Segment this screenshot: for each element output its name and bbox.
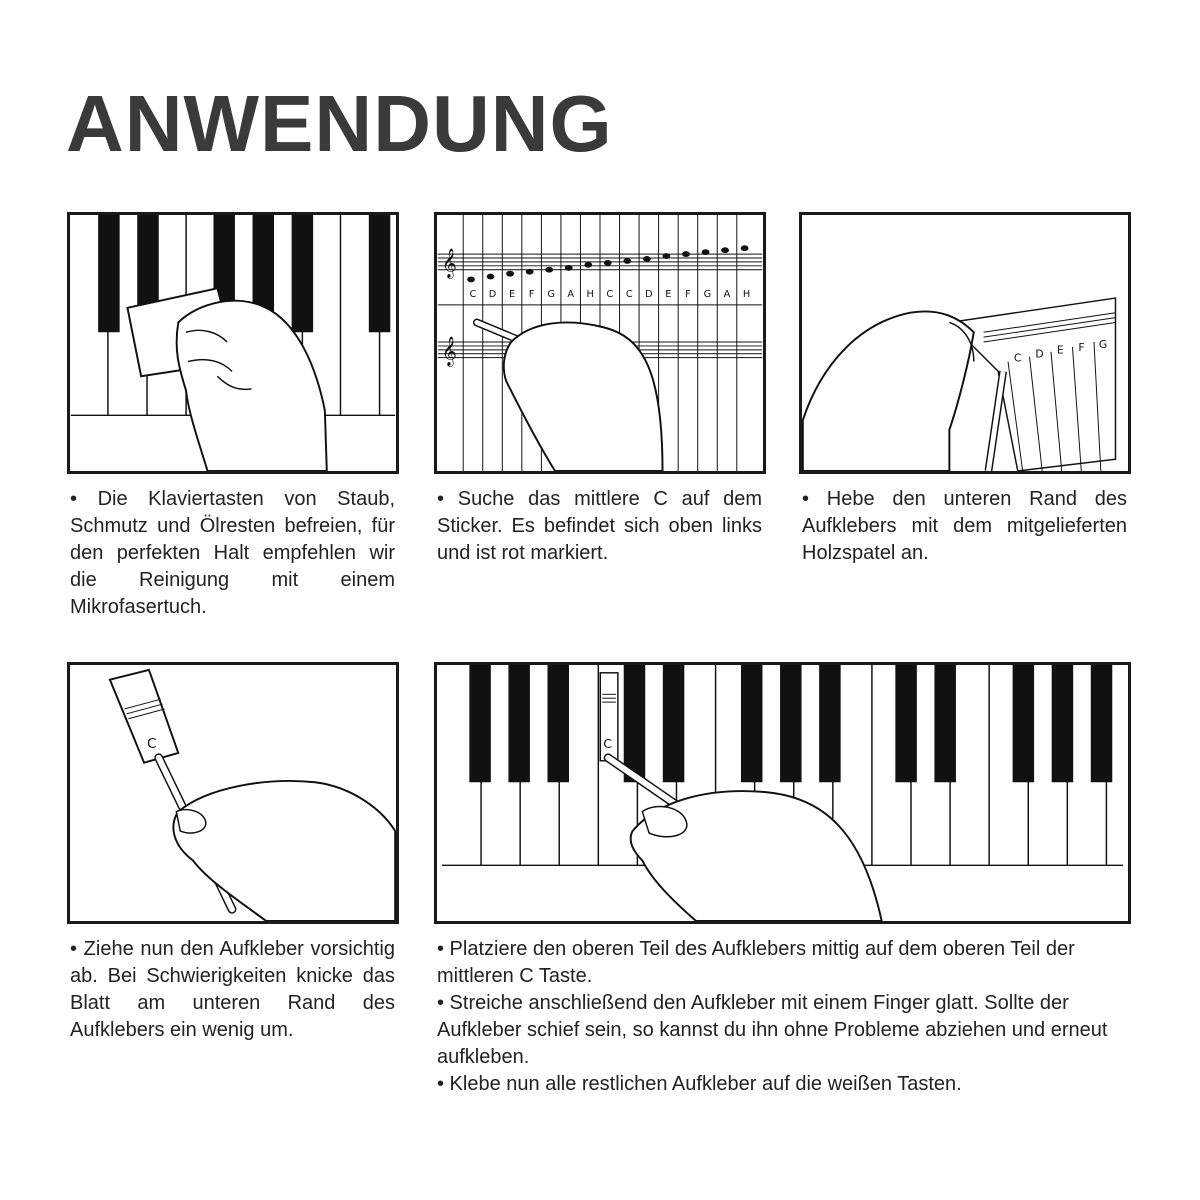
svg-text:H: H: [742, 289, 751, 301]
svg-text:F: F: [1078, 340, 1085, 354]
illustration-cleaning-keys: [67, 212, 399, 474]
svg-text:E: E: [508, 289, 516, 301]
step-5-bullet-3: • Klebe nun alle restlichen Aufkleber auf die weißen Tasten.: [437, 1073, 962, 1095]
svg-text:E: E: [665, 289, 672, 301]
svg-text:A: A: [723, 289, 731, 301]
svg-text:G: G: [1098, 337, 1108, 351]
svg-text:E: E: [1056, 343, 1064, 357]
step-5-caption: [437, 936, 1137, 1098]
svg-text:A: A: [567, 289, 575, 301]
step-3-text: • Hebe den unteren Rand des Aufklebers mit dem mitgelieferten Holzspatel an.: [802, 488, 1127, 564]
svg-text:F: F: [685, 289, 691, 301]
svg-text:C: C: [603, 736, 613, 752]
svg-text:F: F: [528, 289, 535, 301]
svg-text:G: G: [547, 289, 555, 301]
step-5-bullet-2: • Streiche anschließend den Aufkleber mit einem Finger glatt. Sollte der Aufkleber schief sein, so kannst du ihn ohne Probleme abziehen und erneut aufkleben.: [437, 992, 1108, 1068]
illustration-lifting-sticker: [799, 212, 1131, 474]
step-5-bullet-1: • Platziere den oberen Teil des Aufklebers mittig auf dem oberen Teil der mittleren C Taste.: [437, 938, 1075, 987]
step-2-text: • Suche das mittlere C auf dem Sticker. Es befindet sich oben links und ist rot markiert.: [437, 488, 762, 564]
illustration-peeling-sticker: [67, 662, 399, 924]
sticker-sheet-icon: [437, 215, 763, 471]
svg-text:D: D: [488, 289, 497, 301]
illustration-placing-sticker: [434, 662, 1131, 924]
step-2-caption: [437, 486, 762, 567]
svg-text:C: C: [606, 289, 614, 301]
hand-spatula-sticker-icon: [802, 215, 1128, 471]
illustration-sticker-sheet: [434, 212, 766, 474]
page-title: ANWENDUNG: [66, 79, 613, 168]
svg-text:𝄞: 𝄞: [441, 335, 457, 366]
hand-holding-spatula-icon: [70, 665, 396, 921]
svg-text:H: H: [586, 289, 594, 301]
svg-text:D: D: [645, 289, 653, 301]
step-4-text: • Ziehe nun den Aufkleber vorsichtig ab. Bei Schwierigkeiten knicke das Blatt am unteren Rand des Aufklebers ein wenig um.: [70, 938, 395, 1041]
step-1-text: • Die Klaviertasten von Staub, Schmutz und Ölresten befreien, für den perfekten Halt empfehlen wir die Reinigung mit einem Mikrofasertuch.: [70, 488, 395, 618]
step-3-caption: [802, 486, 1127, 567]
svg-text:𝄞: 𝄞: [441, 247, 457, 278]
svg-text:C: C: [1013, 351, 1022, 365]
piano-keys-sticker-icon: [437, 665, 1128, 921]
step-1-caption: [70, 486, 395, 621]
svg-text:C: C: [625, 289, 633, 301]
svg-text:C: C: [469, 289, 477, 301]
piano-keys-cloth-icon: [70, 215, 396, 471]
step-4-caption: [70, 936, 395, 1044]
svg-text:D: D: [1035, 347, 1044, 361]
svg-text:G: G: [703, 289, 712, 301]
sticker-note-label: C: [147, 736, 157, 753]
